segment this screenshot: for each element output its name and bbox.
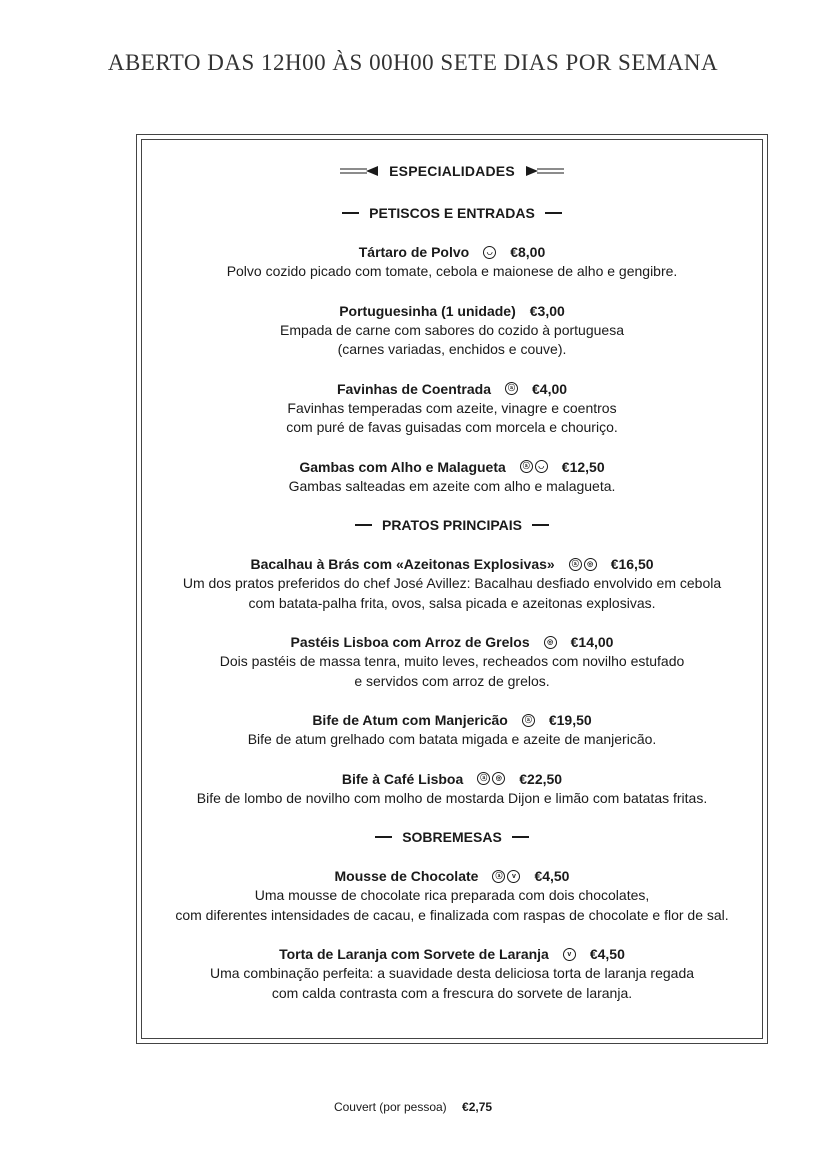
section-title: PETISCOS E ENTRADAS	[369, 205, 535, 221]
menu-item-description: (carnes variadas, enchidos e couve).	[337, 341, 567, 357]
specialties-title: ESPECIALIDADES	[389, 163, 515, 179]
dietary-icons	[544, 636, 559, 649]
allergen-icon: ⓐ	[505, 382, 518, 395]
menu-item-header	[137, 866, 767, 886]
dash-decoration	[512, 836, 529, 838]
menu-item-description: Um dos pratos preferidos do chef José Avillez: Bacalhau desfiado envolvido em cebola	[182, 575, 722, 591]
dash-decoration	[355, 524, 372, 526]
left-ornament-icon	[340, 165, 380, 177]
menu-item-price: €22,50	[519, 770, 563, 787]
menu-item-description: Bife de lombo de novilho com molho de mostarda Dijon e limão com batatas fritas.	[196, 789, 708, 806]
couvert-line	[0, 1100, 826, 1114]
opening-hours: ABERTO DAS 12H00 ÀS 00H00 SETE DIAS POR SEMANA	[107, 50, 719, 75]
dietary-icons	[522, 714, 537, 727]
menu-item-price: €4,00	[532, 380, 568, 397]
shellfish-icon: ◡	[483, 246, 496, 259]
menu-item	[137, 769, 767, 809]
menu-item-price: €19,50	[548, 712, 592, 728]
menu-item-header	[137, 710, 767, 730]
menu-item-header	[137, 457, 767, 477]
vegetarian-icon: v	[507, 870, 520, 883]
allergen-icon: ⓐ	[492, 870, 505, 883]
gluten-icon: ◎	[492, 772, 505, 785]
allergen-icon: ⓐ	[520, 460, 533, 473]
gluten-icon: ◎	[584, 558, 597, 571]
menu-item-header	[137, 554, 767, 574]
menu-item-header	[137, 944, 767, 964]
menu-item	[137, 710, 767, 750]
vegetarian-icon: v	[563, 948, 576, 961]
section-title: PRATOS PRINCIPAIS	[381, 517, 523, 533]
dietary-icons	[483, 246, 498, 259]
menu-item-price: €16,50	[610, 556, 654, 572]
dash-decoration	[342, 212, 359, 214]
dietary-icons	[563, 948, 578, 961]
allergen-icon: ⓐ	[477, 772, 490, 785]
dietary-icons	[505, 382, 520, 395]
menu-item	[137, 242, 767, 282]
menu-item	[137, 866, 767, 925]
menu-item-header	[137, 242, 767, 262]
menu-item	[137, 632, 767, 691]
menu-item-name: Bacalhau à Brás com «Azeitonas Explosivas»	[250, 556, 555, 572]
dietary-icons	[477, 772, 507, 785]
section-heading	[137, 203, 767, 223]
menu-item-name: Portuguesinha (1 unidade)	[339, 302, 516, 319]
menu-item-name: Bife de Atum com Manjericão	[312, 712, 508, 728]
menu-item-description: Uma mousse de chocolate rica preparada com dois chocolates,	[254, 887, 650, 903]
menu-item-header	[137, 379, 767, 399]
dash-decoration	[545, 212, 562, 214]
menu-item	[137, 457, 767, 497]
menu-item-description: Dois pastéis de massa tenra, muito leves, recheados com novilho estufado	[219, 653, 685, 669]
menu-item-name: Bife à Café Lisboa	[341, 770, 464, 787]
menu-item-description: Gambas salteadas em azeite com alho e malagueta.	[288, 477, 616, 494]
menu-item-name: Mousse de Chocolate	[334, 868, 479, 884]
menu-item-description: com batata-palha frita, ovos, salsa picada e azeitonas explosivas.	[248, 594, 656, 611]
menu-item-header	[137, 769, 767, 789]
menu-item	[137, 301, 767, 360]
menu-item-description: Polvo cozido picado com tomate, cebola e maionese de alho e gengibre.	[226, 263, 678, 279]
menu-item-price: €12,50	[561, 458, 605, 475]
menu-item-price: €8,00	[510, 244, 546, 260]
dietary-icons	[520, 460, 550, 473]
menu-item	[137, 379, 767, 438]
menu-item-description: com puré de favas guisadas com morcela e chouriço.	[286, 419, 618, 435]
menu-content	[137, 159, 767, 1022]
menu-item-name: Favinhas de Coentrada	[336, 380, 491, 397]
shellfish-icon: ◡	[535, 460, 548, 473]
right-ornament-icon	[524, 165, 564, 177]
menu-item-price: €3,00	[529, 302, 565, 319]
menu-item-price: €4,50	[534, 868, 570, 884]
section-heading	[137, 827, 767, 847]
menu-item-description: Bife de atum grelhado com batata migada e azeite de manjericão.	[247, 731, 657, 747]
couvert-label: Couvert (por pessoa)	[333, 1100, 447, 1114]
section-title: SOBREMESAS	[402, 829, 502, 845]
menu-item	[137, 554, 767, 613]
specialties-heading	[137, 159, 767, 183]
menu-item-header	[137, 632, 767, 652]
dash-decoration	[375, 836, 392, 838]
dash-decoration	[532, 524, 549, 526]
menu-item-description: Favinhas temperadas com azeite, vinagre e coentros	[287, 399, 617, 416]
menu-item-price: €4,50	[589, 946, 625, 962]
menu-item-description: com calda contrasta com a frescura do sorvete de laranja.	[271, 984, 633, 1001]
menu-item-price: €14,00	[570, 634, 614, 650]
menu-item	[137, 944, 767, 1003]
menu-item-name: Pastéis Lisboa com Arroz de Grelos	[290, 634, 530, 650]
menu-item-name: Tártaro de Polvo	[358, 244, 470, 260]
dietary-icons	[492, 870, 522, 883]
menu-item-header	[137, 301, 767, 321]
menu-item-description: com diferentes intensidades de cacau, e finalizada com raspas de chocolate e flor de sal.	[175, 906, 729, 923]
menu-item-name: Gambas com Alho e Malagueta	[299, 458, 506, 475]
section-heading	[137, 515, 767, 535]
allergen-icon: ⓐ	[522, 714, 535, 727]
allergen-icon: ⓐ	[569, 558, 582, 571]
menu-item-name: Torta de Laranja com Sorvete de Laranja	[279, 946, 549, 962]
menu-item-description: Uma combinação perfeita: a suavidade desta deliciosa torta de laranja regada	[209, 965, 695, 981]
menu-frame	[136, 134, 768, 1044]
gluten-icon: ◎	[544, 636, 557, 649]
menu-item-description: e servidos com arroz de grelos.	[354, 672, 550, 689]
couvert-price: €2,75	[462, 1100, 493, 1114]
dietary-icons	[569, 558, 599, 571]
menu-item-description: Empada de carne com sabores do cozido à portuguesa	[280, 321, 624, 338]
